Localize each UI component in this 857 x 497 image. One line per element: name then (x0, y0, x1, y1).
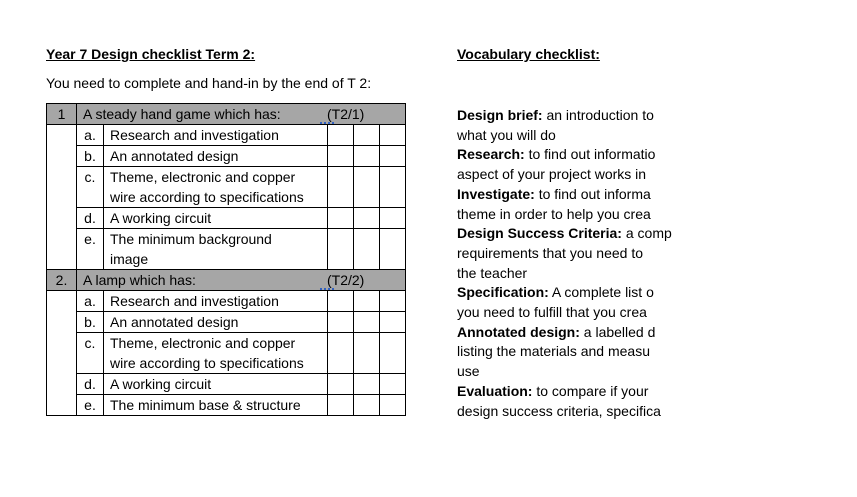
item-letter: b. (77, 312, 104, 333)
section-term-code: (T2/2) (327, 272, 365, 288)
checklist-row (47, 312, 406, 333)
checklist-row (47, 229, 406, 270)
vocabulary-term: Evaluation: (457, 382, 533, 399)
tick-box[interactable] (380, 374, 406, 395)
vocabulary-line (457, 185, 857, 205)
vocabulary-term: Design Success Criteria: (457, 225, 622, 242)
section-term-code: (T2/1) (327, 106, 365, 122)
item-text-line: An annotated design (110, 314, 239, 330)
item-text (104, 312, 328, 333)
intro-text: You need to complete and hand-in by the end of T 2: (46, 75, 372, 91)
vocabulary-definition: the teacher (457, 264, 528, 281)
item-letter: c. (77, 167, 104, 208)
vocabulary-definition: a comp (621, 225, 672, 242)
section-heading-text: A lamp which has: (83, 272, 196, 288)
vocabulary-line (457, 145, 857, 165)
tick-box[interactable] (354, 333, 380, 374)
vocabulary-definition: to compare if your (532, 382, 649, 399)
item-letter: b. (77, 146, 104, 167)
item-text (104, 125, 328, 146)
checklist-table (46, 103, 406, 416)
tick-box[interactable] (354, 229, 380, 270)
item-text (104, 374, 328, 395)
item-text-line: An annotated design (110, 148, 239, 164)
vocabulary-definition: a labelled d (579, 323, 656, 340)
tick-box[interactable] (328, 146, 354, 167)
vocabulary-term: Annotated design: (457, 323, 580, 340)
vocabulary-definition: to find out informatio (524, 146, 656, 163)
tick-box[interactable] (328, 312, 354, 333)
vocabulary-line (457, 402, 857, 422)
vocabulary-term: Design brief: (457, 107, 543, 123)
tick-box[interactable] (328, 374, 354, 395)
item-text-line: image (110, 251, 149, 267)
tick-box[interactable] (328, 333, 354, 374)
item-text-line: Theme, electronic and copper (110, 335, 296, 351)
vocabulary-definition: design success criteria, specifica (457, 402, 661, 419)
vocabulary-line (457, 264, 857, 284)
tick-box[interactable] (380, 333, 406, 374)
vocabulary-line (457, 205, 857, 225)
item-text-line: Theme, electronic and copper (110, 169, 296, 185)
tick-box[interactable] (328, 125, 354, 146)
tick-box[interactable] (328, 395, 354, 416)
item-letter: e. (77, 229, 104, 270)
vocabulary-line (457, 342, 857, 362)
item-letter: a. (77, 125, 104, 146)
checklist-row (47, 146, 406, 167)
tick-box[interactable] (328, 229, 354, 270)
tick-box[interactable] (380, 291, 406, 312)
item-text-line: A working circuit (110, 376, 212, 392)
vocabulary-definition: theme in order to help you crea (457, 205, 651, 222)
checklist-row (47, 167, 406, 208)
item-text-line: The minimum background (110, 231, 272, 247)
item-text (104, 167, 328, 208)
vocabulary-definition: listing the materials and measu (457, 343, 650, 360)
tick-box[interactable] (380, 208, 406, 229)
vocabulary-title: Vocabulary checklist: (457, 46, 600, 62)
vocabulary-line (457, 283, 857, 303)
tick-box[interactable] (380, 229, 406, 270)
item-letter: d. (77, 208, 104, 229)
item-text (104, 146, 328, 167)
vocabulary-definition: what you will do (457, 126, 556, 143)
vocabulary-line (457, 106, 857, 126)
tick-box[interactable] (354, 167, 380, 208)
tick-box[interactable] (328, 167, 354, 208)
checklist-row (47, 374, 406, 395)
number-column-blank (47, 291, 77, 416)
item-letter: e. (77, 395, 104, 416)
item-text-line: A working circuit (110, 210, 212, 226)
item-letter: a. (77, 291, 104, 312)
tick-box[interactable] (328, 291, 354, 312)
tick-box[interactable] (380, 125, 406, 146)
item-text-line: wire according to specifications (110, 189, 304, 205)
vocabulary-definition: to find out informa (534, 185, 651, 202)
tick-box[interactable] (380, 312, 406, 333)
vocabulary-line (457, 224, 857, 244)
item-text-line: The minimum base & structure (110, 397, 301, 413)
vocabulary-term: Specification: (457, 284, 549, 301)
vocabulary-line (457, 165, 857, 185)
tick-box[interactable] (354, 291, 380, 312)
vocabulary-line (457, 362, 857, 382)
vocabulary-line (457, 382, 857, 402)
vocabulary-term: Research: (457, 146, 525, 163)
tick-box[interactable] (380, 167, 406, 208)
vocabulary-definition: A complete list o (548, 284, 654, 301)
vocabulary-term: Investigate: (457, 185, 535, 202)
tick-box[interactable] (380, 146, 406, 167)
section-header-row (47, 270, 406, 291)
vocabulary-definition: aspect of your project works in (457, 166, 647, 183)
vocabulary-line (457, 126, 857, 146)
tick-box[interactable] (354, 395, 380, 416)
item-text-line: wire according to specifications (110, 355, 304, 371)
item-text-line: Research and investigation (110, 127, 279, 143)
vocabulary-line (457, 303, 857, 323)
tick-box[interactable] (380, 395, 406, 416)
checklist-row (47, 125, 406, 146)
section-heading (77, 270, 406, 291)
checklist-row (47, 291, 406, 312)
section-number: 1 (47, 104, 77, 125)
vocabulary-list (457, 106, 857, 421)
item-text (104, 395, 328, 416)
checklist-row (47, 208, 406, 229)
number-column-blank (47, 125, 77, 270)
item-letter: c. (77, 333, 104, 374)
vocabulary-definition: use (457, 363, 480, 380)
item-text (104, 291, 328, 312)
tick-box[interactable] (354, 208, 380, 229)
vocabulary-line (457, 244, 857, 264)
section-heading-text: A steady hand game which has: (83, 106, 281, 122)
vocabulary-definition: requirements that you need to (457, 244, 644, 261)
checklist-row (47, 333, 406, 374)
item-text (104, 208, 328, 229)
item-letter: d. (77, 374, 104, 395)
vocabulary-definition: an introduction to (542, 107, 654, 123)
item-text (104, 333, 328, 374)
tick-box[interactable] (354, 125, 380, 146)
item-text (104, 229, 328, 270)
item-text-line: Research and investigation (110, 293, 279, 309)
section-header-row (47, 104, 406, 125)
tick-box[interactable] (354, 312, 380, 333)
vocabulary-line (457, 323, 857, 343)
tick-box[interactable] (328, 208, 354, 229)
checklist-title: Year 7 Design checklist Term 2: (46, 46, 256, 62)
tick-box[interactable] (354, 146, 380, 167)
section-heading (77, 104, 406, 125)
tick-box[interactable] (354, 374, 380, 395)
vocabulary-definition: you need to fulfill that you crea (457, 304, 647, 321)
section-number: 2. (47, 270, 77, 291)
checklist-row (47, 395, 406, 416)
